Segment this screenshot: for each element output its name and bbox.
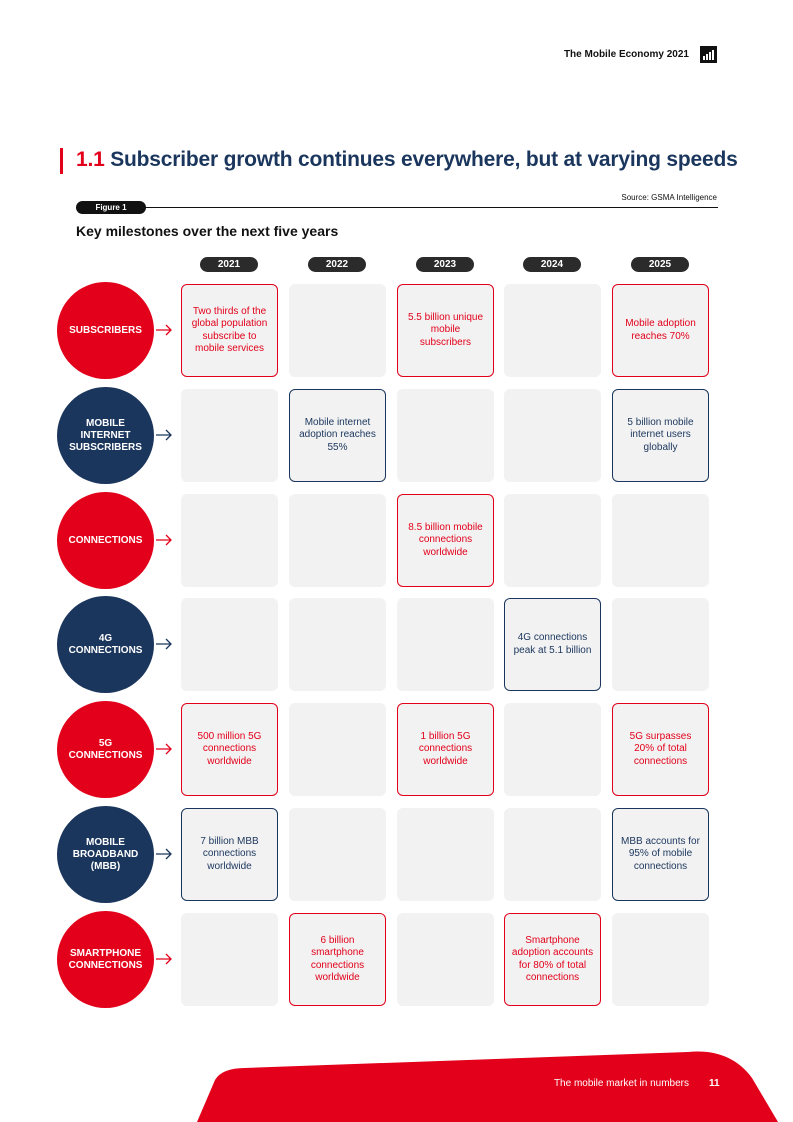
category-label: 5G CONNECTIONS [68, 737, 143, 761]
milestone-cell [181, 284, 278, 377]
empty-cell [289, 494, 386, 587]
category-circle [57, 596, 154, 693]
empty-cell [504, 389, 601, 482]
figure-source: Source: GSMA Intelligence [621, 193, 717, 202]
empty-cell [397, 598, 494, 691]
milestone-cell [397, 494, 494, 587]
category-label: 4G CONNECTIONS [68, 632, 143, 656]
year-label-2024: 2024 [523, 257, 581, 272]
empty-cell [504, 808, 601, 901]
figure-divider [76, 207, 718, 208]
year-label-2025: 2025 [631, 257, 689, 272]
milestone-text: MBB accounts for 95% of mobile connections [621, 835, 700, 872]
category-circle [57, 282, 154, 379]
empty-cell [504, 703, 601, 796]
milestone-text: 7 billion MBB connections worldwide [200, 835, 259, 872]
footer-text: The mobile market in numbers [553, 1078, 689, 1089]
category-circle [57, 911, 154, 1008]
empty-cell [289, 808, 386, 901]
milestone-text: 500 million 5G connections worldwide [197, 730, 262, 767]
empty-cell [181, 598, 278, 691]
section-accent-bar [60, 148, 63, 174]
empty-cell [612, 913, 709, 1006]
page-number: 11 [709, 1078, 720, 1089]
milestone-text: Two thirds of the global population subscribe to mobile services [191, 305, 268, 354]
empty-cell [289, 284, 386, 377]
milestone-cell [612, 703, 709, 796]
empty-cell [504, 494, 601, 587]
empty-cell [181, 389, 278, 482]
year-label-2022: 2022 [308, 257, 366, 272]
arrow-right-icon [155, 637, 173, 651]
arrow-right-icon [155, 742, 173, 756]
category-label: MOBILE BROADBAND (MBB) [72, 836, 139, 872]
empty-cell [397, 808, 494, 901]
milestone-cell [504, 913, 601, 1006]
category-circle [57, 806, 154, 903]
year-label-2023: 2023 [416, 257, 474, 272]
milestone-text: Mobile adoption reaches 70% [625, 318, 696, 342]
milestone-text: Smartphone adoption accounts for 80% of total connections [511, 934, 594, 983]
category-circle [57, 701, 154, 798]
milestone-text: 5.5 billion unique mobile subscribers [407, 311, 484, 348]
milestone-cell [397, 284, 494, 377]
year-label-2021: 2021 [200, 257, 258, 272]
figure-label: Figure 1 [76, 201, 146, 214]
category-circle [57, 387, 154, 484]
milestone-cell [612, 808, 709, 901]
figure-title: Key milestones over the next five years [76, 223, 339, 239]
empty-cell [397, 913, 494, 1006]
category-label: SMARTPHONE CONNECTIONS [68, 947, 143, 971]
category-circle [57, 492, 154, 589]
arrow-right-icon [155, 323, 173, 337]
milestone-text: 6 billion smartphone connections worldwide [310, 934, 365, 983]
empty-cell [397, 389, 494, 482]
category-label: SUBSCRIBERS [69, 324, 142, 336]
milestone-text: 5G surpasses 20% of total connections [629, 730, 692, 767]
empty-cell [181, 494, 278, 587]
arrow-right-icon [155, 847, 173, 861]
empty-cell [181, 913, 278, 1006]
empty-cell [289, 598, 386, 691]
milestone-cell [504, 598, 601, 691]
milestone-text: Mobile internet adoption reaches 55% [299, 416, 376, 453]
arrow-right-icon [155, 952, 173, 966]
milestone-text: 4G connections peak at 5.1 billion [513, 632, 592, 656]
category-label: CONNECTIONS [68, 534, 143, 546]
milestone-cell [612, 389, 709, 482]
arrow-right-icon [155, 533, 173, 547]
section-title [76, 148, 738, 172]
milestone-cell [612, 284, 709, 377]
milestone-cell [181, 808, 278, 901]
section-title-text: Subscriber growth continues everywhere, but at varying speeds [110, 148, 738, 171]
milestone-text: 1 billion 5G connections worldwide [418, 730, 473, 767]
empty-cell [612, 598, 709, 691]
empty-cell [289, 703, 386, 796]
milestone-cell [289, 389, 386, 482]
milestone-text: 5 billion mobile internet users globally [627, 416, 694, 453]
empty-cell [504, 284, 601, 377]
gsma-logo-icon [700, 46, 717, 63]
arrow-right-icon [155, 428, 173, 442]
section-number: 1.1 [76, 148, 105, 171]
milestone-text: 8.5 billion mobile connections worldwide [408, 521, 483, 558]
header-title: The Mobile Economy 2021 [563, 49, 689, 60]
category-label: MOBILE INTERNET SUBSCRIBERS [69, 417, 142, 453]
milestone-cell [289, 913, 386, 1006]
milestone-cell [397, 703, 494, 796]
empty-cell [612, 494, 709, 587]
milestone-cell [181, 703, 278, 796]
